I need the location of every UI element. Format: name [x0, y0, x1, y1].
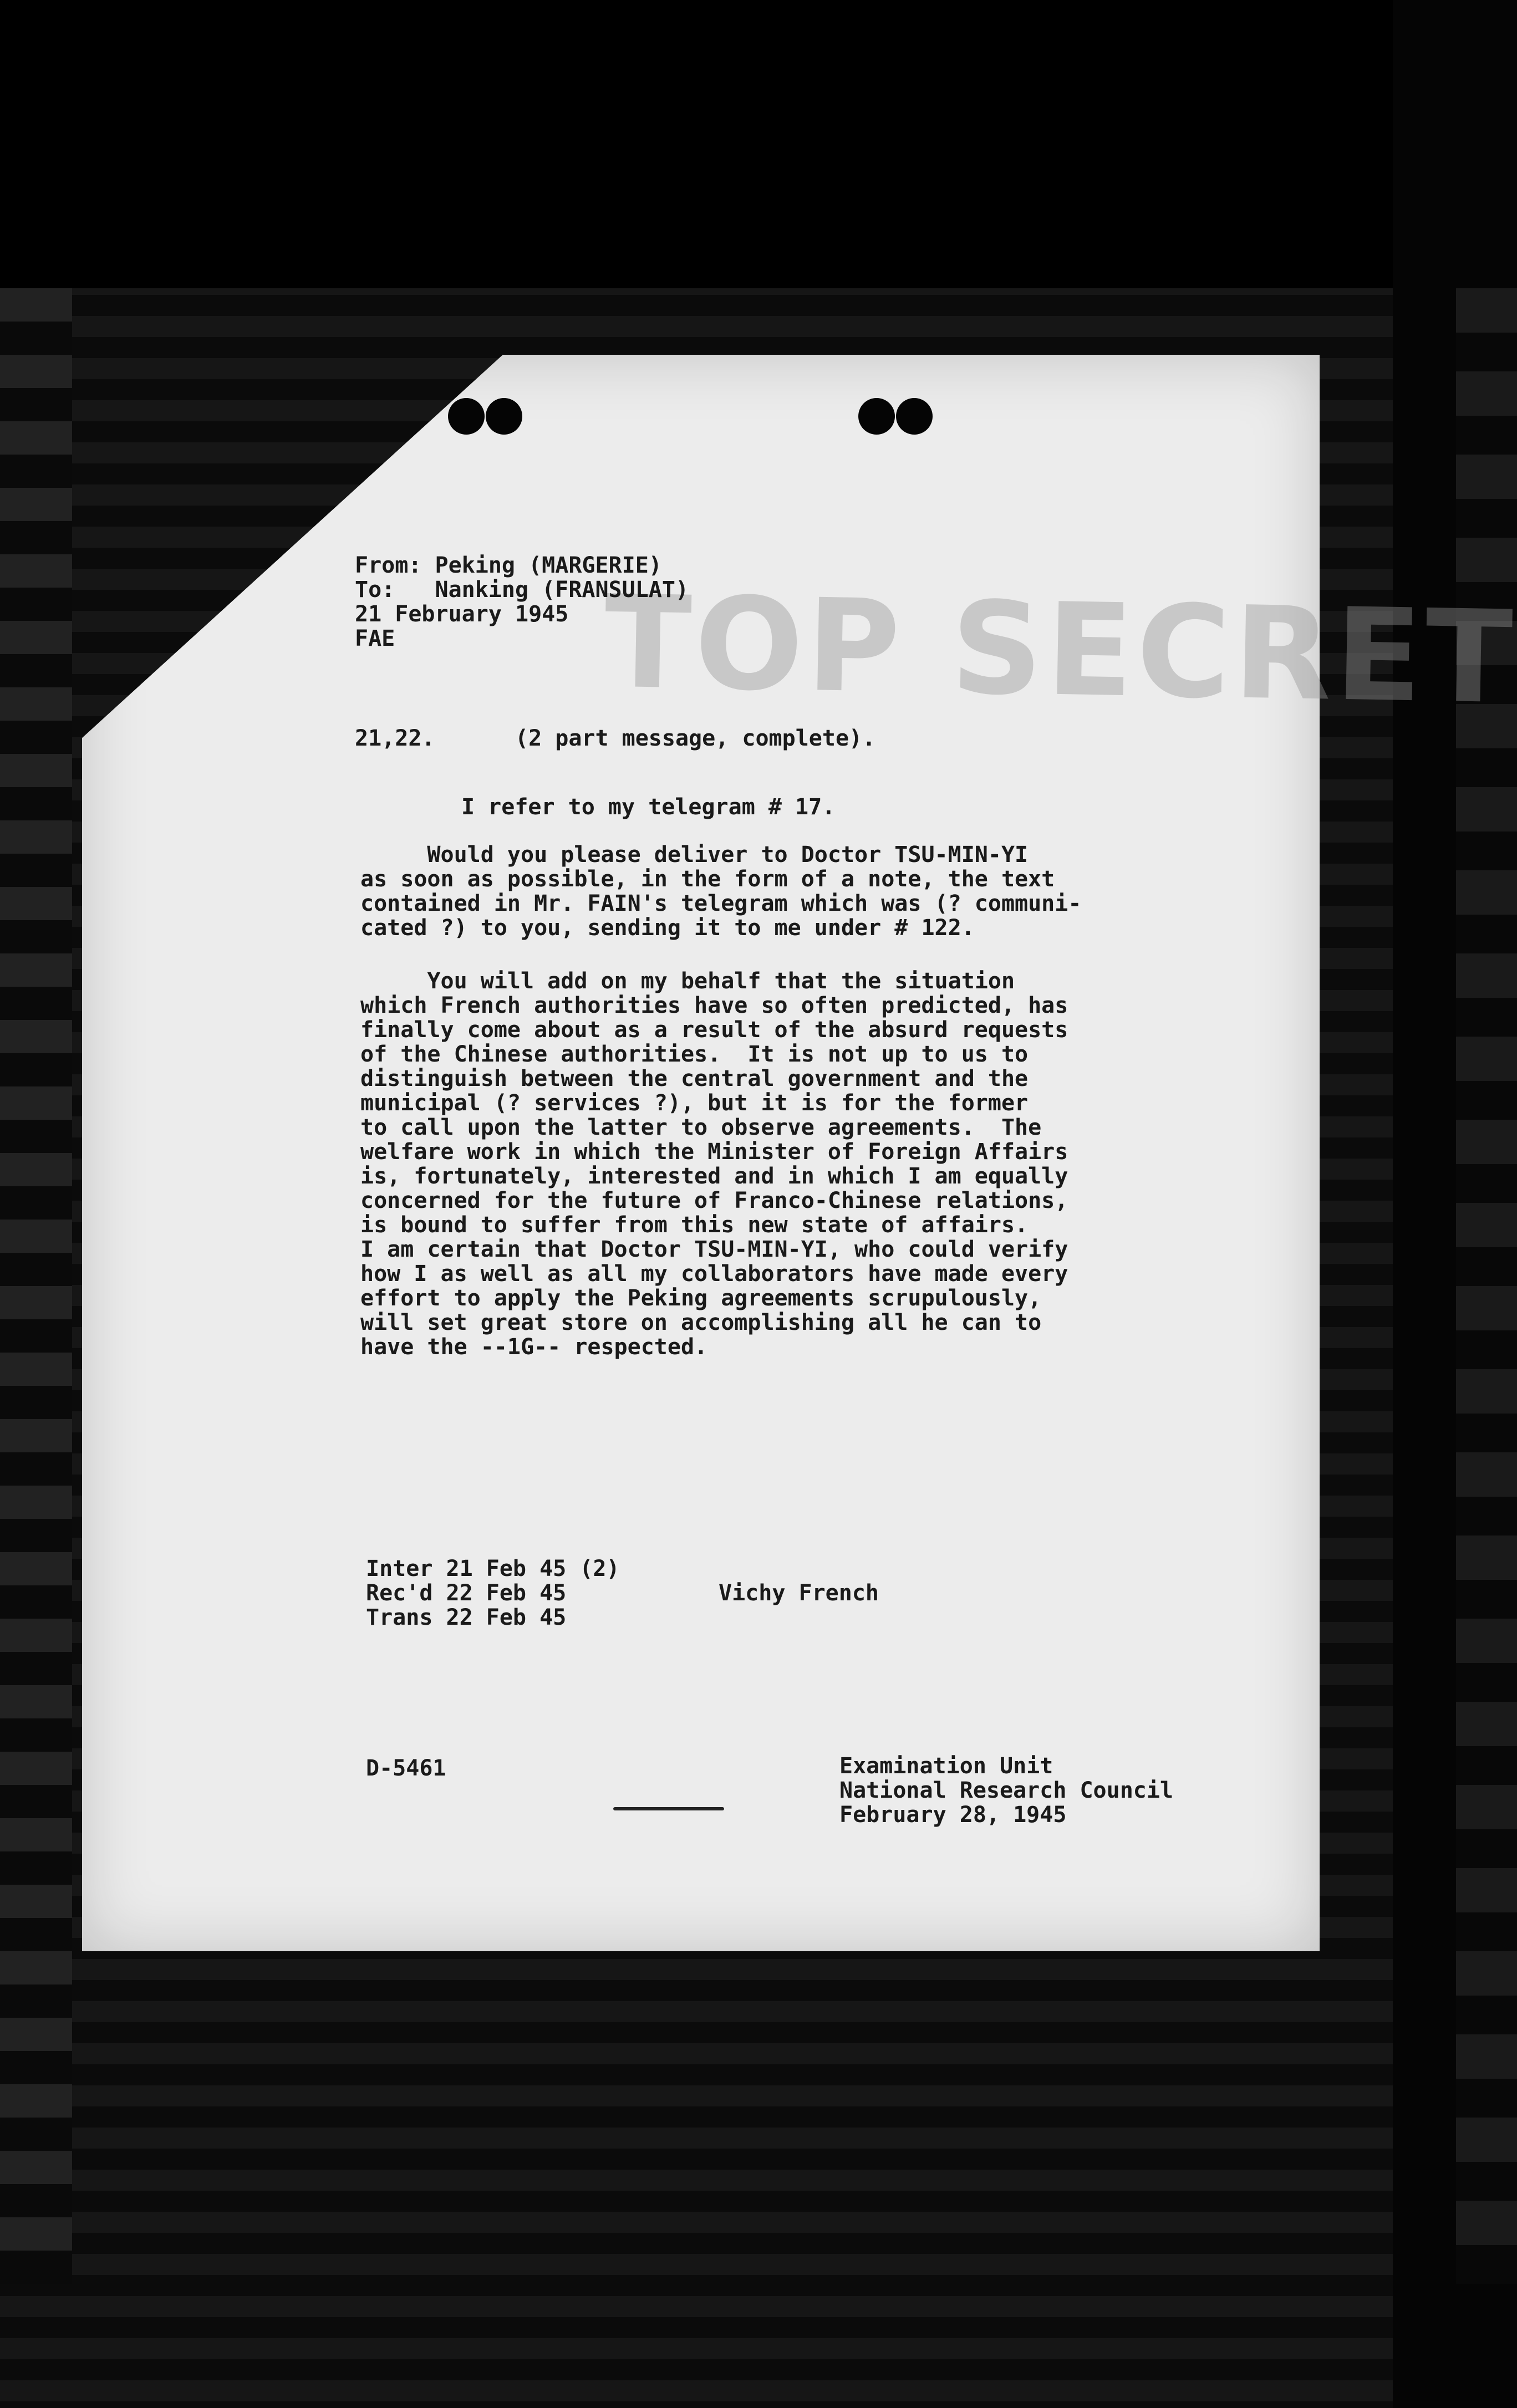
paragraph-3-line: finally come about as a result of the absurd requests [360, 1017, 1068, 1043]
punch-hole-icon [448, 398, 485, 435]
paragraph-3-line: welfare work in which the Minister of Foreign Affairs [360, 1139, 1068, 1165]
paragraph-3-line: which French authorities have so often predicted, has [360, 993, 1068, 1018]
transmission-received: Rec'd 22 Feb 45 [366, 1580, 567, 1606]
transmission-source: Vichy French [719, 1580, 879, 1606]
paragraph-3-line: I am certain that Doctor TSU-MIN-YI, who could verify [360, 1237, 1068, 1262]
punch-hole-icon [486, 398, 522, 435]
ink-mark [613, 1807, 724, 1810]
header-code: FAE [355, 626, 395, 651]
paragraph-3-line: concerned for the future of Franco-Chinese relations, [360, 1188, 1068, 1213]
paragraph-3-line: municipal (? services ?), but it is for the former [360, 1090, 1029, 1116]
footer-unit: Examination Unit [839, 1753, 1053, 1779]
paragraph-3 [360, 969, 1068, 1359]
paragraph-2 [360, 843, 1081, 940]
paragraph-2-line: cated ?) to you, sending it to me under # 122. [360, 915, 975, 941]
paragraph-3-line: is, fortunately, interested and in which I am equally [360, 1164, 1068, 1189]
punch-hole-icon [858, 398, 895, 435]
paragraph-2-line: Would you please deliver to Doctor TSU-MIN-YI [360, 842, 1029, 868]
punch-hole-icon [896, 398, 933, 435]
top-secret-stamp: TOP SECRET [603, 568, 1517, 733]
paragraph-2-line: as soon as possible, in the form of a note, the text [360, 866, 1055, 892]
transmission-inter: Inter 21 Feb 45 (2) [366, 1556, 620, 1581]
paragraph-3-line: how I as well as all my collaborators have made every [360, 1261, 1068, 1287]
paragraph-3-line: effort to apply the Peking agreements scrupulously, [360, 1285, 1042, 1311]
paragraph-1: I refer to my telegram # 17. [461, 794, 836, 820]
paragraph-3-line: of the Chinese authorities. It is not up to us to [360, 1042, 1029, 1067]
header-to: To: Nanking (FRANSULAT) [355, 577, 689, 603]
footer-date: February 28, 1945 [839, 1802, 1067, 1828]
film-strip-left [0, 288, 72, 2284]
paragraph-2-line: contained in Mr. FAIN's telegram which was (? communi- [360, 891, 1082, 916]
paragraph-3-line: distinguish between the central government and the [360, 1066, 1029, 1091]
scan-top-margin [0, 0, 1393, 288]
paragraph-3-line: have the --1G-- respected. [360, 1334, 708, 1360]
paragraph-3-line: is bound to suffer from this new state of affairs. [360, 1212, 1029, 1238]
message-reference: 21,22. (2 part message, complete). [355, 726, 876, 751]
transmission-trans: Trans 22 Feb 45 [366, 1605, 567, 1630]
paragraph-3-line: to call upon the latter to observe agreements. The [360, 1115, 1042, 1140]
document-number: D-5461 [366, 1756, 446, 1781]
header-from: From: Peking (MARGERIE) [355, 553, 662, 578]
paragraph-3-line: You will add on my behalf that the situation [360, 968, 1015, 994]
footer-council: National Research Council [839, 1778, 1174, 1803]
header-date: 21 February 1945 [355, 601, 569, 627]
paragraph-3-line: will set great store on accomplishing all he can to [360, 1310, 1042, 1335]
